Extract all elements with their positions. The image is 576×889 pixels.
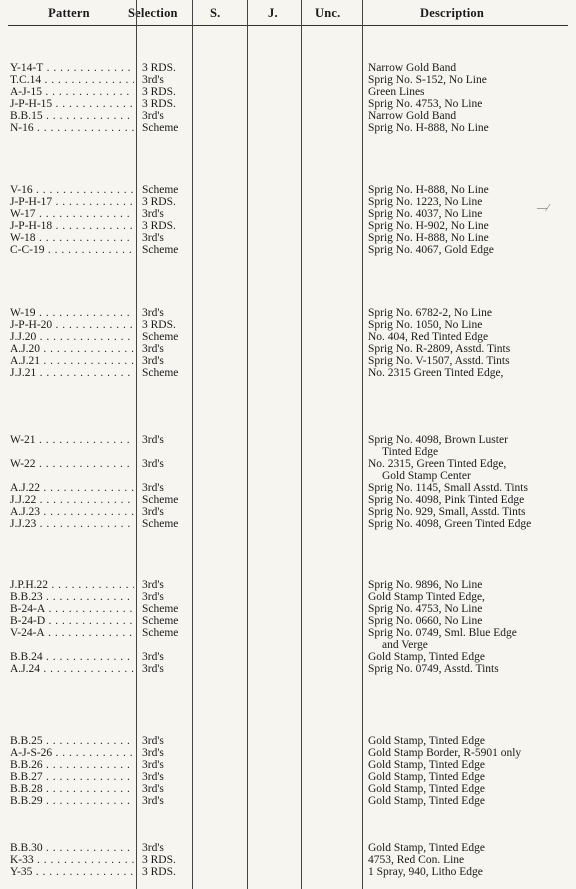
table-row bbox=[0, 446, 576, 458]
selection-cell: Scheme bbox=[142, 184, 179, 196]
description-cell: Sprig No. 1050, No Line bbox=[368, 319, 483, 331]
table-row bbox=[0, 579, 576, 591]
description-cell: Narrow Gold Band bbox=[368, 62, 457, 74]
description-cell: Gold Stamp, Tinted Edge bbox=[368, 783, 485, 795]
selection-cell: 3 RDS. bbox=[142, 854, 176, 866]
pattern-cell: C-C-19 . . . bbox=[10, 244, 134, 256]
table-row bbox=[0, 244, 576, 256]
description-cell: Gold Stamp, Tinted Edge bbox=[368, 795, 485, 807]
selection-cell: 3 RDS. bbox=[142, 866, 176, 878]
pattern-cell: J-P-H-15 . . . bbox=[10, 98, 134, 110]
header-unc: Unc. bbox=[315, 6, 341, 20]
selection-cell: 3rd's bbox=[142, 842, 164, 854]
selection-cell: 3rd's bbox=[142, 747, 164, 759]
pattern-cell: A.J.22 . . . bbox=[10, 482, 134, 494]
table-row bbox=[0, 795, 576, 807]
pattern-cell: B.B.29 . . . bbox=[10, 795, 134, 807]
description-cell: Sprig No. H-888, No Line bbox=[368, 184, 489, 196]
table-row bbox=[0, 74, 576, 86]
selection-cell: 3 RDS. bbox=[142, 319, 176, 331]
description-cell: Gold Stamp, Tinted Edge bbox=[368, 759, 485, 771]
table-row bbox=[0, 458, 576, 470]
table-row bbox=[0, 319, 576, 331]
description-cell: Sprig No. 1145, Small Asstd. Tints bbox=[368, 482, 528, 494]
selection-cell: 3rd's bbox=[142, 651, 164, 663]
selection-cell: 3rd's bbox=[142, 506, 164, 518]
pattern-cell: N-16 . . . bbox=[10, 122, 134, 134]
header-pattern: Pattern bbox=[48, 6, 90, 20]
selection-cell: 3rd's bbox=[142, 74, 164, 86]
description-cell: Gold Stamp, Tinted Edge bbox=[368, 735, 485, 747]
selection-cell: 3rd's bbox=[142, 663, 164, 675]
description-cell: No. 2315, Green Tinted Edge, bbox=[368, 458, 507, 470]
pattern-cell: J-P-H-20 . . . bbox=[10, 319, 134, 331]
description-cell: Gold Stamp Center bbox=[382, 470, 471, 482]
description-cell: Sprig No. H-902, No Line bbox=[368, 220, 489, 232]
table-row bbox=[0, 434, 576, 446]
selection-cell: 3rd's bbox=[142, 208, 164, 220]
selection-cell: Scheme bbox=[142, 615, 179, 627]
description-cell: No. 2315 Green Tinted Edge, bbox=[368, 367, 504, 379]
description-cell: Sprig No. 9896, No Line bbox=[368, 579, 483, 591]
pattern-cell: B.B.25 . . . bbox=[10, 735, 134, 747]
table-row bbox=[0, 331, 576, 343]
table-row bbox=[0, 759, 576, 771]
pattern-cell: V-24-A . . . bbox=[10, 627, 134, 639]
pattern-cell: B.B.27 . . . bbox=[10, 771, 134, 783]
pattern-cell: W-18 . . . bbox=[10, 232, 134, 244]
table-row bbox=[0, 842, 576, 854]
selection-cell: 3rd's bbox=[142, 307, 164, 319]
table-row bbox=[0, 355, 576, 367]
selection-cell: 3 RDS. bbox=[142, 220, 176, 232]
selection-cell: 3 RDS. bbox=[142, 62, 176, 74]
table-row bbox=[0, 86, 576, 98]
header-rule bbox=[8, 25, 568, 26]
table-row bbox=[0, 367, 576, 379]
description-cell: Sprig No. 6782-2, No Line bbox=[368, 307, 492, 319]
description-cell: Sprig No. 0749, Asstd. Tints bbox=[368, 663, 499, 675]
pattern-cell: J.P.H.22 . . . bbox=[10, 579, 134, 591]
table-row bbox=[0, 639, 576, 651]
selection-cell: Scheme bbox=[142, 603, 179, 615]
pattern-cell: B.B.26 . . . bbox=[10, 759, 134, 771]
description-cell: Sprig No. 4753, No Line bbox=[368, 98, 483, 110]
pattern-cell: W-21 . . . bbox=[10, 434, 134, 446]
description-cell: Sprig No. H-888, No Line bbox=[368, 122, 489, 134]
table-row bbox=[0, 208, 576, 220]
table-row bbox=[0, 494, 576, 506]
selection-cell: 3rd's bbox=[142, 759, 164, 771]
description-cell: and Verge bbox=[382, 639, 428, 651]
description-cell: 4753, Red Con. Line bbox=[368, 854, 465, 866]
table-row bbox=[0, 603, 576, 615]
selection-cell: 3 RDS. bbox=[142, 98, 176, 110]
header-description: Description bbox=[420, 6, 484, 20]
pattern-cell: J.J.20 . . . bbox=[10, 331, 134, 343]
description-cell: Sprig No. V-1507, Asstd. Tints bbox=[368, 355, 510, 367]
pattern-cell: A.J.24 . . . bbox=[10, 663, 134, 675]
description-cell: Sprig No. 4098, Green Tinted Edge bbox=[368, 518, 532, 530]
description-cell: Sprig No. 929, Small, Asstd. Tints bbox=[368, 506, 526, 518]
selection-cell: Scheme bbox=[142, 518, 179, 530]
description-cell: Sprig No. 4037, No Line bbox=[368, 208, 483, 220]
description-cell: Sprig No. 4098, Pink Tinted Edge bbox=[368, 494, 525, 506]
selection-cell: 3rd's bbox=[142, 591, 164, 603]
pattern-cell: A.J.20 . . . bbox=[10, 343, 134, 355]
description-cell: Gold Stamp, Tinted Edge bbox=[368, 842, 485, 854]
pattern-cell: B.B.28 . . . bbox=[10, 783, 134, 795]
pattern-cell: J-P-H-17 . . . bbox=[10, 196, 134, 208]
selection-cell: 3 RDS. bbox=[142, 196, 176, 208]
table-row bbox=[0, 482, 576, 494]
pattern-cell: Y-14-T . . . bbox=[10, 62, 134, 74]
selection-cell: Scheme bbox=[142, 367, 179, 379]
table-row bbox=[0, 343, 576, 355]
description-cell: Gold Stamp Border, R-5901 only bbox=[368, 747, 522, 759]
pattern-cell: J-P-H-18 . . . bbox=[10, 220, 134, 232]
pencil-mark: —⁄ bbox=[537, 203, 549, 214]
selection-cell: 3rd's bbox=[142, 482, 164, 494]
table-row bbox=[0, 615, 576, 627]
description-cell: Tinted Edge bbox=[382, 446, 439, 458]
table-row bbox=[0, 110, 576, 122]
description-cell: Sprig No. 4753, No Line bbox=[368, 603, 483, 615]
table-row bbox=[0, 866, 576, 878]
description-cell: Gold Stamp, Tinted Edge bbox=[368, 771, 485, 783]
pattern-cell: B.B.30 . . . bbox=[10, 842, 134, 854]
description-cell: Sprig No. S-152, No Line bbox=[368, 74, 487, 86]
table-row bbox=[0, 506, 576, 518]
description-cell: Sprig No. H-888, No Line bbox=[368, 232, 489, 244]
selection-cell: Scheme bbox=[142, 244, 179, 256]
description-cell: Sprig No. 0749, Sml. Blue Edge bbox=[368, 627, 517, 639]
description-cell: Sprig No. 4067, Gold Edge bbox=[368, 244, 494, 256]
pattern-cell: J.J.23 . . . bbox=[10, 518, 134, 530]
pattern-cell: Y-35 . . . bbox=[10, 866, 134, 878]
pattern-cell: B.B.15 . . . bbox=[10, 110, 134, 122]
table-row bbox=[0, 735, 576, 747]
pattern-cell: A-J-15 . . . bbox=[10, 86, 134, 98]
table-row bbox=[0, 196, 576, 208]
selection-cell: 3rd's bbox=[142, 579, 164, 591]
table-row bbox=[0, 184, 576, 196]
selection-cell: 3rd's bbox=[142, 110, 164, 122]
selection-cell: 3 RDS. bbox=[142, 86, 176, 98]
pattern-cell: B.B.23 . . . bbox=[10, 591, 134, 603]
table-row bbox=[0, 470, 576, 482]
pattern-cell: K-33 . . . bbox=[10, 854, 134, 866]
description-cell: Narrow Gold Band bbox=[368, 110, 457, 122]
pattern-cell: W-22 . . . bbox=[10, 458, 134, 470]
table-row bbox=[0, 307, 576, 319]
pattern-cell: B-24-D . . . bbox=[10, 615, 134, 627]
table-row bbox=[0, 783, 576, 795]
pattern-cell: V-16 . . . bbox=[10, 184, 134, 196]
description-cell: Gold Stamp Tinted Edge, bbox=[368, 591, 485, 603]
selection-cell: 3rd's bbox=[142, 232, 164, 244]
pattern-cell: A.J.21 . . . bbox=[10, 355, 134, 367]
pattern-cell: W-19 . . . bbox=[10, 307, 134, 319]
selection-cell: Scheme bbox=[142, 627, 179, 639]
description-cell: Sprig No. 1223, No Line bbox=[368, 196, 483, 208]
pattern-cell: A-J-S-26 . . . bbox=[10, 747, 134, 759]
pattern-cell: J.J.22 . . . bbox=[10, 494, 134, 506]
table-row bbox=[0, 122, 576, 134]
table-row bbox=[0, 220, 576, 232]
table-row bbox=[0, 232, 576, 244]
table-row bbox=[0, 627, 576, 639]
selection-cell: 3rd's bbox=[142, 343, 164, 355]
pattern-cell: B-24-A . . . bbox=[10, 603, 134, 615]
description-cell: Green Lines bbox=[368, 86, 425, 98]
table-row bbox=[0, 854, 576, 866]
table-row bbox=[0, 591, 576, 603]
description-cell: Sprig No. 0660, No Line bbox=[368, 615, 483, 627]
selection-cell: 3rd's bbox=[142, 783, 164, 795]
selection-cell: Scheme bbox=[142, 331, 179, 343]
table-row bbox=[0, 98, 576, 110]
pattern-cell: T.C.14 . . . bbox=[10, 74, 134, 86]
selection-cell: 3rd's bbox=[142, 795, 164, 807]
selection-cell: Scheme bbox=[142, 122, 179, 134]
pattern-cell: A.J.23 . . . bbox=[10, 506, 134, 518]
table-row bbox=[0, 518, 576, 530]
selection-cell: Scheme bbox=[142, 494, 179, 506]
selection-cell: 3rd's bbox=[142, 434, 164, 446]
selection-cell: 3rd's bbox=[142, 771, 164, 783]
description-cell: Gold Stamp, Tinted Edge bbox=[368, 651, 485, 663]
description-cell: No. 404, Red Tinted Edge bbox=[368, 331, 489, 343]
pattern-cell: W-17 . . . bbox=[10, 208, 134, 220]
table-row bbox=[0, 747, 576, 759]
table-row bbox=[0, 663, 576, 675]
selection-cell: 3rd's bbox=[142, 458, 164, 470]
table-row bbox=[0, 62, 576, 74]
header-selection: Selection bbox=[128, 6, 178, 20]
header-j: J. bbox=[268, 6, 278, 20]
description-cell: Sprig No. R-2809, Asstd. Tints bbox=[368, 343, 511, 355]
description-cell: 1 Spray, 940, Litho Edge bbox=[368, 866, 483, 878]
selection-cell: 3rd's bbox=[142, 735, 164, 747]
pattern-cell: J.J.21 . . . bbox=[10, 367, 134, 379]
table-row bbox=[0, 771, 576, 783]
description-cell: Sprig No. 4098, Brown Luster bbox=[368, 434, 508, 446]
pattern-cell: B.B.24 . . . bbox=[10, 651, 134, 663]
table-row bbox=[0, 651, 576, 663]
selection-cell: 3rd's bbox=[142, 355, 164, 367]
header-s: S. bbox=[210, 6, 221, 20]
